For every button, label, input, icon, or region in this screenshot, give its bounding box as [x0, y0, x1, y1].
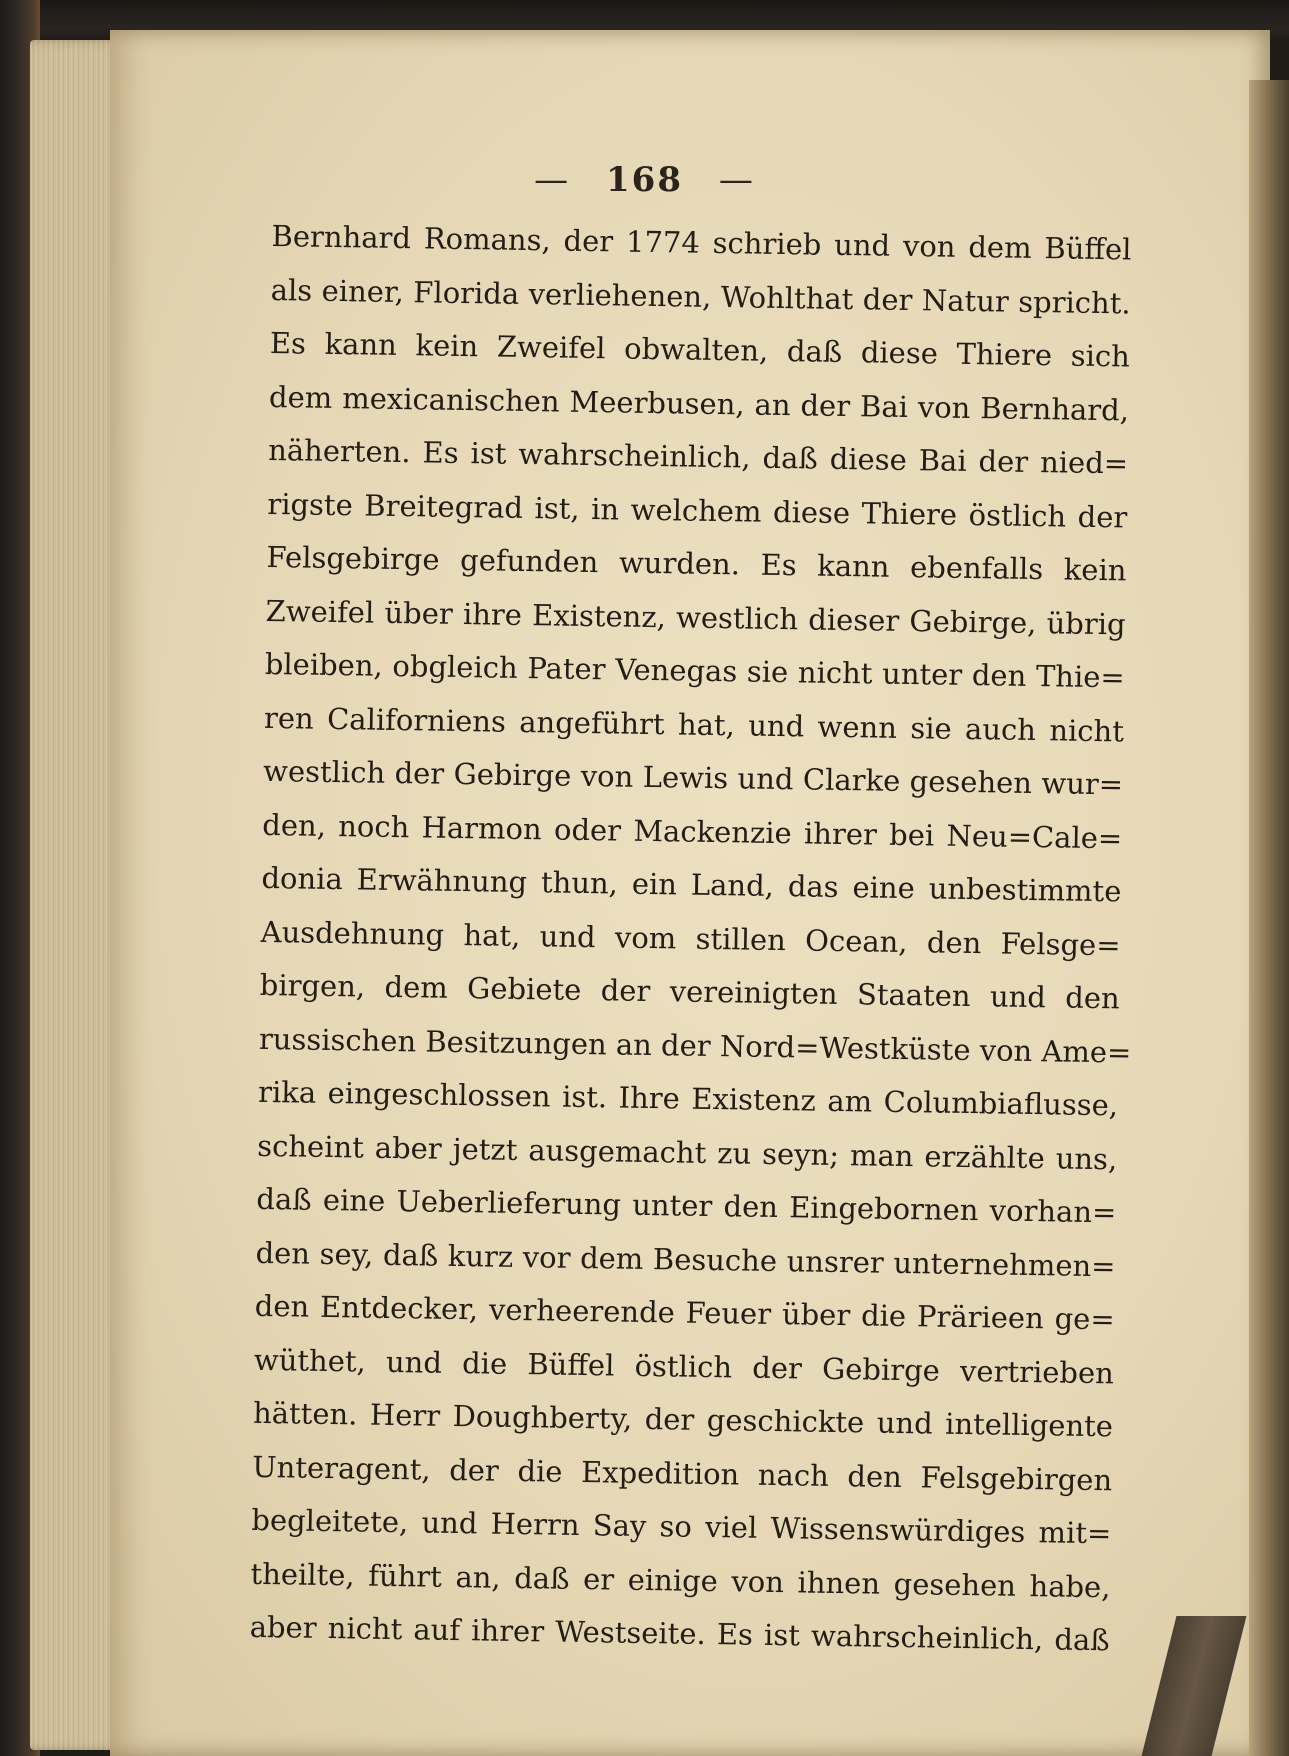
text-line: Bernhard Romans, der 1774 schrieb und von dem Büffel	[271, 218, 1132, 267]
text-line: den, noch Harmon oder Mackenzie ihrer bei Neu=Cale=	[262, 807, 1123, 855]
text-line: scheint aber jetzt ausgemacht zu seyn; man erzählte uns,	[257, 1128, 1118, 1176]
text-line: näherten. Es ist wahrscheinlich, daß diese Bai der nied=	[267, 432, 1129, 481]
text-line: ren Californiens angeführt hat, und wenn sie auch nicht	[263, 700, 1125, 748]
text-line: russischen Besitzungen an der Nord=Westküste von Ame=	[258, 1021, 1132, 1070]
text-line: Zweifel über ihre Existenz, westlich dieser Gebirge, übrig	[265, 593, 1126, 641]
text-line: rigste Breitegrad ist, in welchem diese Thiere östlich der	[267, 486, 1128, 534]
text-line: bleiben, obgleich Pater Venegas sie nicht unter den Thie=	[264, 646, 1126, 695]
text-line: Es kann kein Zweifel obwalten, daß diese Thiere sich	[269, 325, 1131, 374]
text-line: theilte, führt an, daß er einige von ihnen gesehen habe,	[250, 1556, 1111, 1604]
text-line: begleitete, und Herrn Say so viel Wissenswürdiges mit=	[251, 1502, 1112, 1551]
text-line: wüthet, und die Büffel östlich der Gebirge vertrieben	[253, 1342, 1115, 1390]
text-line: donia Erwähnung thun, ein Land, das eine unbestimmte	[261, 860, 1122, 909]
text-line: westlich der Gebirge von Lewis und Clarke gesehen wur=	[262, 753, 1124, 802]
text-line: als einer, Florida verliehenen, Wohlthat der Natur spricht.	[270, 272, 1131, 320]
text-line: birgen, dem Gebiete der vereinigten Staaten und den	[259, 967, 1120, 1016]
book-gutter	[1249, 80, 1289, 1756]
text-line: dem mexicanischen Meerbusen, an der Bai von Bernhard,	[268, 379, 1130, 427]
page-number: 168	[606, 160, 683, 200]
text-line: hätten. Herr Doughberty, der geschickte und intelligente	[252, 1395, 1114, 1444]
page-header	[0, 160, 1289, 200]
text-line: Unteragent, der die Expedition nach den Felsgebirgen	[251, 1449, 1113, 1497]
text-line: Ausdehnung hat, und vom stillen Ocean, den Felsge=	[260, 914, 1121, 962]
body-text	[249, 210, 1132, 1668]
header-dash-right: —	[718, 160, 755, 200]
text-line: den Entdecker, verheerende Feuer über die Prärieen ge=	[254, 1288, 1115, 1337]
text-line: den sey, daß kurz vor dem Besuche unsrer unternehmen=	[255, 1235, 1116, 1283]
text-line: daß eine Ueberlieferung unter den Eingebornen vorhan=	[256, 1181, 1117, 1230]
header-dash-left: —	[534, 160, 571, 200]
text-line: rika eingeschlossen ist. Ihre Existenz am Columbiaflusse,	[257, 1074, 1119, 1123]
text-line: Felsgebirge gefunden wurden. Es kann ebenfalls kein	[266, 539, 1127, 588]
text-line: aber nicht auf ihrer Westseite. Es ist wahrscheinlich, daß	[249, 1609, 1110, 1658]
